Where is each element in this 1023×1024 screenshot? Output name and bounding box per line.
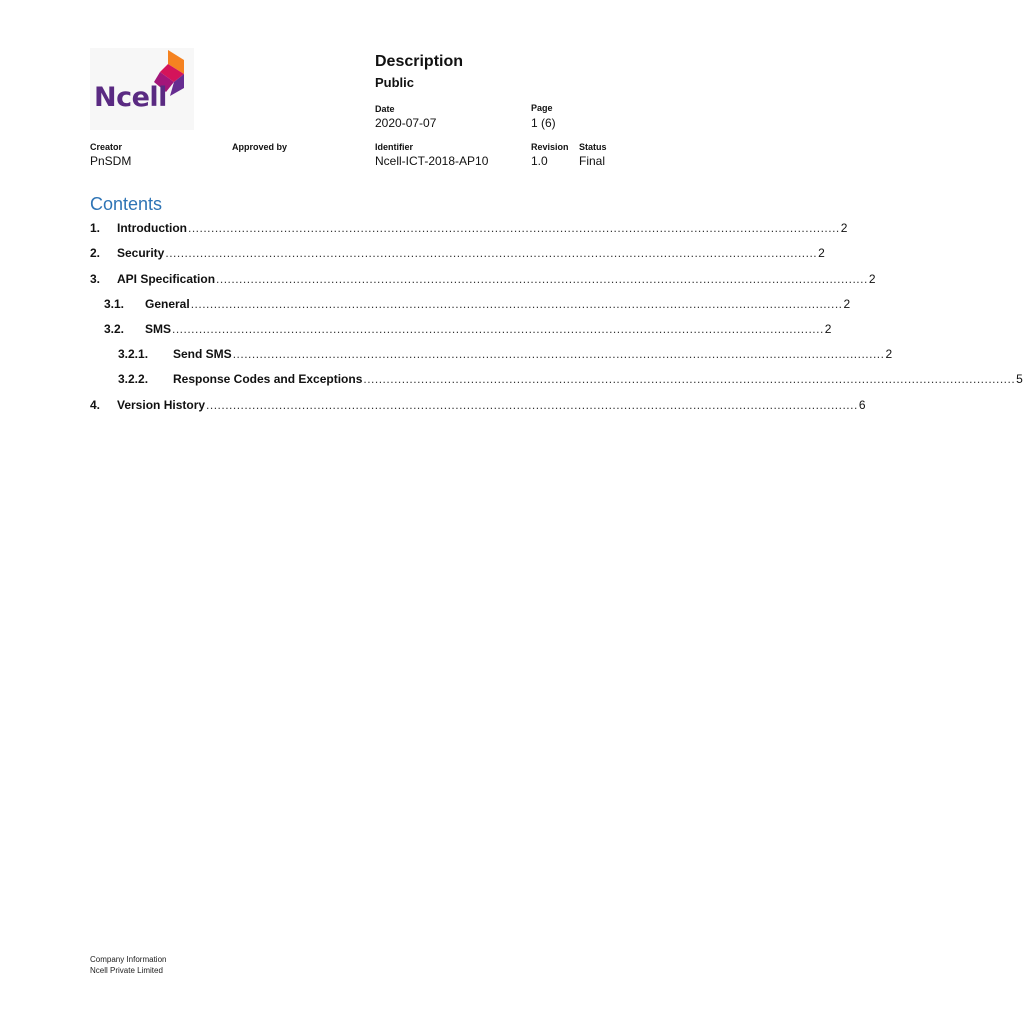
- revision-value: 1.0: [531, 154, 548, 168]
- logo-text: Ncell: [94, 82, 167, 113]
- toc-number: 4.: [90, 398, 101, 412]
- document-title: Description: [375, 53, 464, 70]
- ncell-logo: [90, 48, 194, 130]
- toc-page: 2: [824, 322, 832, 336]
- page-value: 1 (6): [531, 116, 556, 130]
- toc-number: 1.: [90, 221, 101, 235]
- creator-value: PnSDM: [90, 154, 132, 168]
- approved-by-label: Approved by: [232, 142, 288, 152]
- document-classification: Public: [375, 75, 415, 90]
- toc-entry-send-sms[interactable]: [118, 345, 893, 361]
- revision-label: Revision: [531, 142, 569, 152]
- toc-entry-api-specification[interactable]: [90, 270, 876, 286]
- toc-leader: ..........................................................................................................................................................................: [232, 347, 885, 361]
- footer-company-name: Ncell Private Limited: [90, 966, 163, 975]
- status-value: Final: [579, 154, 606, 168]
- status-label: Status: [579, 142, 607, 152]
- toc-title: API Specification: [117, 272, 216, 286]
- toc-leader: ..........................................................................................................................................................................: [206, 398, 858, 412]
- identifier-label: Identifier: [375, 142, 414, 152]
- toc-number: 3.: [90, 272, 101, 286]
- toc-page: 5: [1016, 372, 1023, 386]
- toc-title: SMS: [145, 322, 172, 336]
- creator-label: Creator: [90, 142, 123, 152]
- toc-title: General: [145, 297, 190, 311]
- toc-page: 2: [843, 297, 851, 311]
- date-value: 2020-07-07: [375, 116, 437, 130]
- toc-entry-version-history[interactable]: [90, 396, 866, 412]
- toc-entry-sms[interactable]: [104, 320, 832, 336]
- toc-title: Security: [117, 246, 165, 260]
- toc-leader: ..........................................................................................................................................................................: [190, 297, 843, 311]
- identifier-value: Ncell-ICT-2018-AP10: [375, 154, 489, 168]
- toc-number: 3.1.: [104, 297, 125, 311]
- footer-company-info-label: Company Information: [90, 955, 167, 964]
- toc-number: 3.2.1.: [118, 347, 149, 361]
- toc-title: Response Codes and Exceptions: [173, 372, 363, 386]
- toc-page: 2: [885, 347, 893, 361]
- toc-number: 2.: [90, 246, 101, 260]
- toc-entry-introduction[interactable]: [90, 219, 848, 235]
- toc-page: 2: [868, 272, 876, 286]
- toc-number: 3.2.: [104, 322, 125, 336]
- toc-entry-security[interactable]: [90, 244, 825, 260]
- toc-title: Introduction: [117, 221, 187, 235]
- toc-title: Version History: [117, 398, 206, 412]
- toc-number: 3.2.2.: [118, 372, 149, 386]
- toc-leader: ..........................................................................................................................................................................: [165, 246, 818, 260]
- toc-leader: ..........................................................................................................................................................................: [172, 322, 824, 336]
- toc-entry-general[interactable]: [104, 295, 851, 311]
- toc-entry-response-codes[interactable]: [118, 370, 1023, 386]
- toc-title: Send SMS: [173, 347, 232, 361]
- toc-leader: ..........................................................................................................................................................................: [216, 272, 868, 286]
- contents-heading: Contents: [90, 194, 163, 214]
- toc-leader: ..........................................................................................................................................................................: [363, 372, 1016, 386]
- toc-leader: ..........................................................................................................................................................................: [187, 221, 840, 235]
- toc-page: 6: [858, 398, 866, 412]
- date-label: Date: [375, 104, 395, 114]
- toc-page: 2: [840, 221, 848, 235]
- toc-page: 2: [818, 246, 825, 260]
- page-label: Page: [531, 103, 553, 113]
